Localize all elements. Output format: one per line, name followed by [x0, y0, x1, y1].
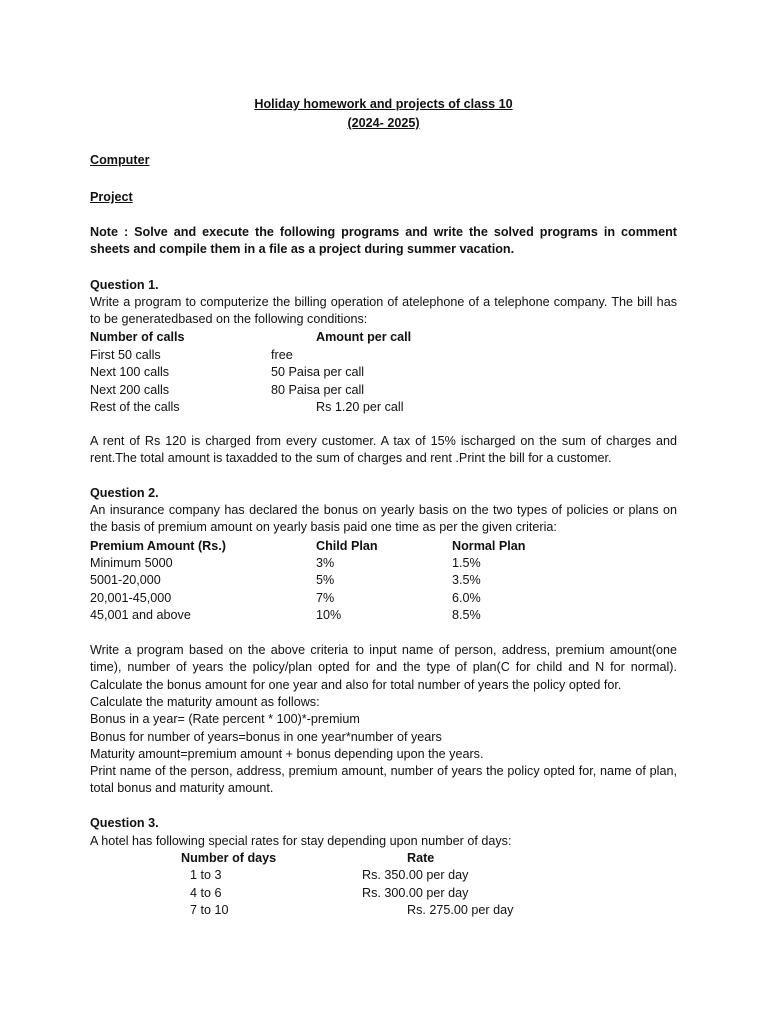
q2-col-header-normal: Normal Plan — [452, 539, 526, 553]
q2-cell: 3% — [316, 556, 335, 570]
q3-row-rate: Rs. 350.00 per day — [362, 868, 469, 882]
q2-line: Bonus in a year= (Rate percent * 100)*-premium — [90, 712, 360, 726]
session-years: (2024- 2025) — [347, 116, 420, 130]
q2-paragraph-2: Print name of the person, address, premium amount, number of years the policy opted for, name of plan, total bonus and maturity amount. — [90, 764, 677, 796]
q2-paragraph-1: Write a program based on the above criteria to input name of person, address, premium amount(one time), number of years the policy/plan opted for and the type of plan(C for child and N for normal). Calculate the bonus amount for one year and also for total number of years the policy opted for. — [90, 643, 677, 692]
q1-col-header-calls: Number of calls — [90, 330, 185, 344]
q3-row-rate: Rs. 300.00 per day — [362, 886, 469, 900]
q2-cell: 8.5% — [452, 608, 481, 622]
q2-cell: 45,001 and above — [90, 608, 191, 622]
q1-row-label: Rest of the calls — [90, 400, 180, 414]
q2-line: Maturity amount=premium amount + bonus depending upon the years. — [90, 747, 484, 761]
q2-col-header-child: Child Plan — [316, 539, 378, 553]
q2-cell: 6.0% — [452, 591, 481, 605]
document-page — [90, 0, 677, 1024]
q3-col-header-rate: Rate — [407, 851, 435, 865]
q3-row-days: 1 to 3 — [190, 868, 222, 882]
q3-heading: Question 3. — [90, 816, 159, 830]
q1-text: Write a program to computerize the billing operation of atelephone of a telephone company. The bill has to be generatedbased on the following conditions: — [90, 295, 677, 327]
q3-row-rate: Rs. 275.00 per day — [407, 903, 514, 917]
q2-cell: 10% — [316, 608, 342, 622]
q2-line: Bonus for number of years=bonus in one year*number of years — [90, 730, 442, 744]
q1-heading: Question 1. — [90, 278, 159, 292]
q2-cell: 5001-20,000 — [90, 573, 161, 587]
q2-text: An insurance company has declared the bonus on yearly basis on the two types of policies or plans on the basis of premium amount on yearly basis paid one time as per the given criteria: — [90, 503, 677, 535]
page-title: Holiday homework and projects of class 10 — [254, 97, 513, 111]
q3-col-header-days: Number of days — [181, 851, 277, 865]
q1-row-value: 50 Paisa per call — [271, 365, 365, 379]
q3-row-days: 7 to 10 — [190, 903, 229, 917]
q3-row-days: 4 to 6 — [190, 886, 222, 900]
q1-row-value: 80 Paisa per call — [271, 383, 365, 397]
q1-row-label: Next 200 calls — [90, 383, 170, 397]
q2-cell: Minimum 5000 — [90, 556, 173, 570]
q2-line: Calculate the maturity amount as follows: — [90, 695, 320, 709]
q1-col-header-amount: Amount per call — [316, 330, 412, 344]
section-heading: Project — [90, 190, 133, 204]
q1-row-value: free — [271, 348, 293, 362]
q2-cell: 1.5% — [452, 556, 481, 570]
q2-col-header-premium: Premium Amount (Rs.) — [90, 539, 226, 553]
q1-row-label: First 50 calls — [90, 348, 161, 362]
q1-row-value: Rs 1.20 per call — [316, 400, 404, 414]
q2-cell: 20,001-45,000 — [90, 591, 172, 605]
subject-heading: Computer — [90, 153, 150, 167]
q2-heading: Question 2. — [90, 486, 159, 500]
q2-cell: 7% — [316, 591, 335, 605]
q3-text: A hotel has following special rates for stay depending upon number of days: — [90, 834, 512, 848]
q1-row-label: Next 100 calls — [90, 365, 170, 379]
q2-cell: 5% — [316, 573, 335, 587]
q1-after-text: A rent of Rs 120 is charged from every customer. A tax of 15% ischarged on the sum of charges and rent.The total amount is taxadded to the sum of charges and rent .Print the bill for a customer. — [90, 434, 677, 466]
q2-cell: 3.5% — [452, 573, 481, 587]
note-paragraph: Note : Solve and execute the following programs and write the solved programs in comment sheets and compile them in a file as a project during summer vacation. — [90, 225, 677, 257]
